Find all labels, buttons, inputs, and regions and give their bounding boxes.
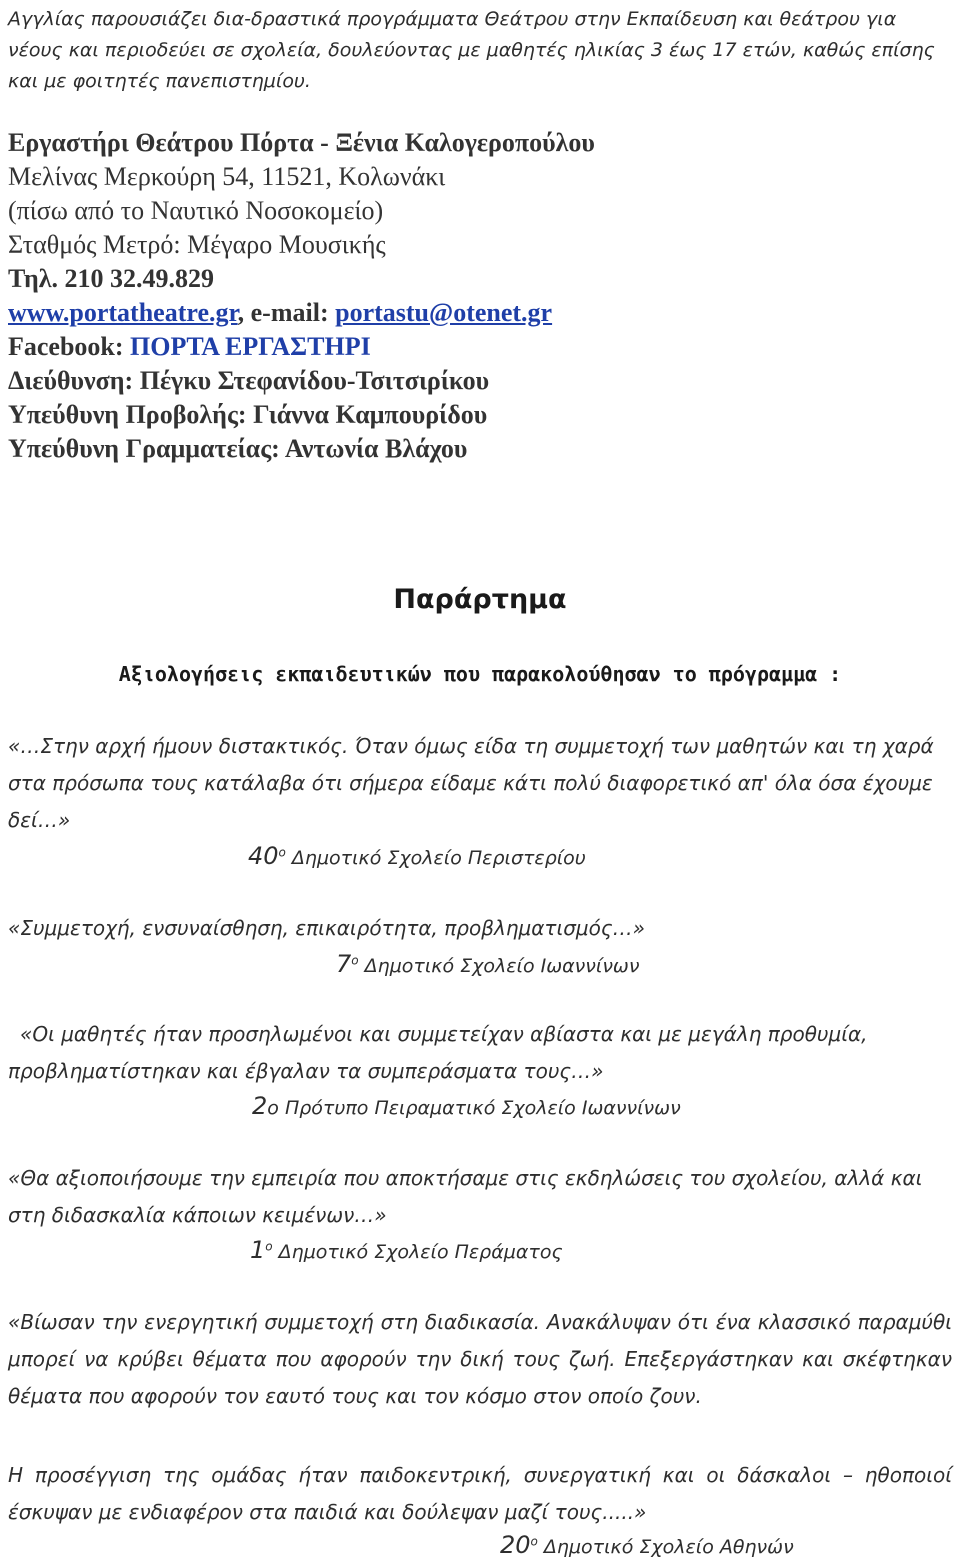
web-email-line (8, 296, 948, 330)
email-label: , e-mail: (237, 298, 336, 327)
quote-source: $40^o$ Δημοτικό Σχολείο Περιστερίου (248, 842, 586, 870)
theatre-name: Εργαστήρι Θεάτρου Πόρτα - Ξένια Καλογεροπούλου (8, 128, 595, 157)
facebook-line (8, 330, 948, 364)
quote-source: $7^o$ Δημοτικό Σχολείο Ιωαννίνων (336, 950, 640, 978)
quote-text: «Θα αξιοποιήσουμε την εμπειρία που αποκτήσαμε στις εκδηλώσεις του σχολείου, αλλά και στη διδασκαλία κάποιων κειμένων…» (8, 1166, 923, 1227)
direction-line: Διεύθυνση: Πέγκυ Στεφανίδου-Τσιτσιρίκου (8, 366, 490, 395)
landmark-line: (πίσω από το Ναυτικό Νοσοκομείο) (8, 196, 384, 225)
quote-source: $1^o$ Δημοτικό Σχολείο Περάματος (250, 1236, 563, 1264)
appendix-title: Παράρτημα (393, 584, 567, 615)
email-link[interactable]: portastu@otenet.gr (335, 298, 553, 327)
facebook-link[interactable]: ΠΟΡΤΑ ΕΡΓΑΣΤΗΡΙ (130, 332, 371, 361)
promotion-line: Υπεύθυνη Προβολής: Γιάννα Καμπουρίδου (8, 400, 488, 429)
quote-text-continued: Η προσέγγιση της ομάδας ήταν παιδοκεντρική, συνεργατική και οι δάσκαλοι – ηθοποιοί έσκυψαν με ενδιαφέρον στα παιδιά και δούλεψαν μαζί τους.....» (8, 1463, 952, 1524)
phone-line: Τηλ. 210 32.49.829 (8, 264, 215, 293)
website-link[interactable]: www.portatheatre.gr (8, 298, 238, 327)
quote-source: $20^o$ Δημοτικό Σχολείο Αθηνών (500, 1531, 794, 1559)
metro-line: Σταθμός Μετρό: Μέγαρο Μουσικής (8, 230, 386, 259)
appendix-subtitle: Αξιολογήσεις εκπαιδευτικών που παρακολούθησαν το πρόγραμμα : (118, 662, 842, 686)
quote-text: «Βίωσαν την ενεργητική συμμετοχή στη διαδικασία. Ανακάλυψαν ότι ένα κλασσικό παραμύθι μπορεί να κρύβει θέματα που αφορούν την δική τους ζωή. Επεξεργάστηκαν και σκέφτηκαν θέματα που αφορούν τον εαυτό τους και τον κόσμο στον οποίο ζουν. (8, 1310, 952, 1408)
quote-text: «…Στην αρχή ήμουν διστακτικός. Όταν όμως είδα τη συμμετοχή των μαθητών και τη χαρά στα πρόσωπα τους κατάλαβα ότι σήμερα είδαμε κάτι πολύ διαφορετικό απ' όλα όσα έχουμε δεί…» (8, 734, 934, 832)
secretariat-line: Υπεύθυνη Γραμματείας: Αντωνία Βλάχου (8, 434, 468, 463)
facebook-label: Facebook: (8, 332, 131, 361)
address-line: Μελίνας Μερκούρη 54, 11521, Κολωνάκι (8, 162, 446, 191)
quote-source: 2ο Πρότυπο Πειραματικό Σχολείο Ιωαννίνων (252, 1092, 681, 1120)
intro-paragraph: Αγγλίας παρουσιάζει δια-δραστικά προγράμματα Θεάτρου στην Εκπαίδευση και θεάτρου για νέους και περιοδεύει σε σχολεία, δουλεύοντας με μαθητές ηλικίας 3 έως 17 ετών, καθώς επίσης και με φοιτητές πανεπιστημίου. (8, 8, 935, 92)
quote-text: «Συμμετοχή, ενσυναίσθηση, επικαιρότητα, προβληματισμός…» (8, 916, 645, 940)
contact-block (8, 126, 948, 466)
quote-text: «Οι μαθητές ήταν προσηλωμένοι και συμμετείχαν αβίαστα και με μεγάλη προθυμία, προβληματίστηκαν και έβγαλαν τα συμπεράσματα τους…» (8, 1022, 868, 1083)
